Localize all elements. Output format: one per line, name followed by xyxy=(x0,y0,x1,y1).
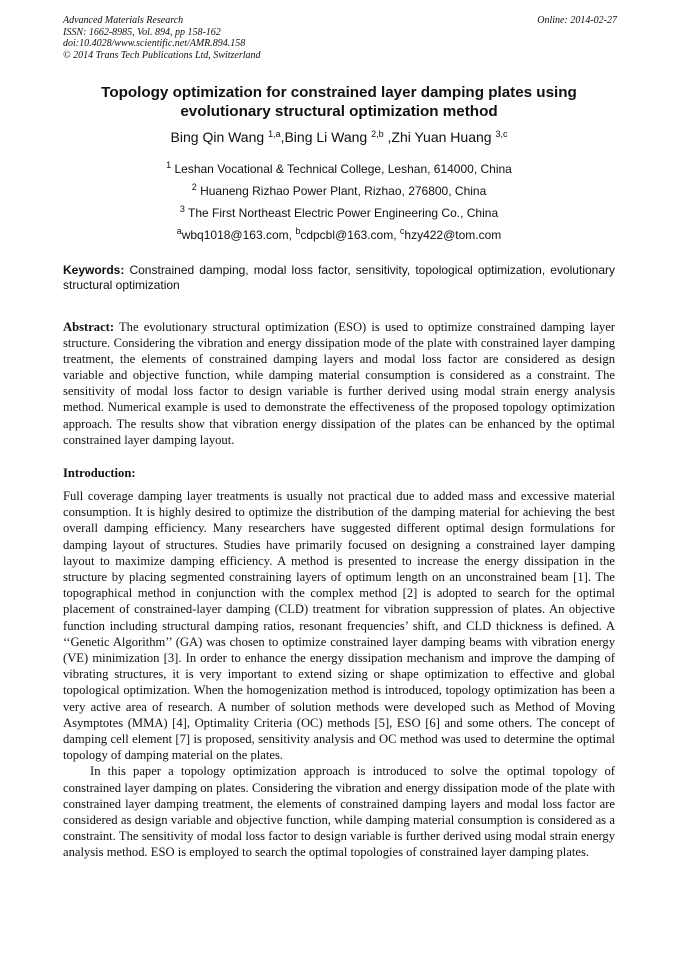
affiliation xyxy=(63,184,615,199)
online-date: Online: 2014-02-27 xyxy=(537,15,617,26)
author-name: Bing Qin Wang xyxy=(170,129,269,145)
affiliation-text: Huaneng Rizhao Power Plant, Rizhao, 276800, China xyxy=(196,184,487,198)
keywords-label: Keywords: xyxy=(63,263,125,277)
copyright-line: © 2014 Trans Tech Publications Ltd, Switzerland xyxy=(63,49,261,61)
affiliation-mark: 1 xyxy=(166,160,172,170)
abstract xyxy=(63,319,615,448)
email-address: cdpcbl@163.com, xyxy=(300,228,400,242)
email-mark: a xyxy=(176,226,182,236)
affiliation-mark: 2 xyxy=(191,182,197,192)
author-affil-mark: 1,a xyxy=(268,129,281,139)
author-name: ,Bing Li Wang xyxy=(280,129,372,145)
abstract-label: Abstract: xyxy=(63,320,115,334)
author-affil-mark: 3,c xyxy=(495,129,508,139)
doi-line: doi:10.4028/www.scientific.net/AMR.894.158 xyxy=(63,38,246,49)
title-line-2: evolutionary structural optimization method xyxy=(180,103,498,120)
paper-title xyxy=(63,83,615,121)
issn-line: ISSN: 1662-8985, Vol. 894, pp 158-162 xyxy=(63,26,221,38)
introduction-body xyxy=(63,488,615,861)
introduction-heading: Introduction: xyxy=(63,466,136,480)
journal-name: Advanced Materials Research xyxy=(63,15,184,26)
affiliation xyxy=(63,206,615,221)
email-mark: c xyxy=(399,226,405,236)
journal-header xyxy=(63,15,617,61)
affiliation-text: The First Northeast Electric Power Engineering Co., China xyxy=(184,206,499,220)
affiliation-text: Leshan Vocational & Technical College, Leshan, 614000, China xyxy=(171,162,512,176)
abstract-text: The evolutionary structural optimization (ESO) is used to optimize constrained damping layer structure. Considering the vibration and energy dissipation mode of the plate with constrained layer damping treatment, the elements of constrained damping layers and modal loss factor are considered as design variable and objective function, while damping material consumption is considered as a constraint. The sensitivity of modal loss factor to design variable is further derived using modal strain energy analysis method. Numerical example is used to demonstrate the effectiveness of the proposed topology optimization approach. The results show that vibration energy dissipation of the plates can be enhanced by the optimal constrained layer damping layout. xyxy=(63,320,615,447)
author-list xyxy=(63,129,615,146)
introduction-paragraph-2: In this paper a topology optimization approach is introduced to solve the optimal topology of constrained layer damping on plates. Considering the vibration and energy dissipation mode of the plate with constrained layer damping treatment, the elements of constrained damping layers and modal loss factor are considered as design variable and objective function, while damping material consumption is considered as a constraint. The sensitivity of modal loss factor to design variable is further derived using modal strain energy analysis method. ESO is employed to search the optimal topologies of constrained layer damping plates. xyxy=(63,764,615,860)
title-line-1: Topology optimization for constrained layer damping plates using xyxy=(101,84,577,101)
introduction-paragraph-1: Full coverage damping layer treatments is usually not practical due to added mass and excessive material consumption. It is highly desired to optimize the distribution of the damping material for achieving the best overall damping efficiency. Many researchers have suggested different optimal design formulations for damping layout of structures. Studies have primarily focused on designing a constrained layer damping layout to maximize damping efficiency. A method is presented to increase the energy dissipation in the structure by placing segmented constraining layers of optimum length on an unconstrained beam [1]. The topographical method in conjunction with the complex method [2] is adopted to search for the optimal placement of constrained-layer damping (CLD) treatment for vibration suppression of plates. An objective function including structural damping ratios, resonant frequencies’ shift, and CLD thickness is defined. A ‘‘Genetic Algorithm’’ (GA) was chosen to optimize constrained layer damping beams with vibration energy (VE) minimization [3]. In order to enhance the energy dissipation mechanism and improve the damping of vibrating structures, it is very important to extend sizing or shape optimization to effective and global topological optimization. When the homogenization method is introduced, topology optimization has been a very active area of research. A number of solution methods were developed such as Method of Moving Asymptotes (MMA) [4], Optimality Criteria (OC) methods [5], ESO [6] and some others. The concept of damping cell element [7] is proposed, sensitivity analysis and OC method was used to determine the optimal topology of damping material on the plates. xyxy=(63,489,615,763)
email-address: hzy422@tom.com xyxy=(404,228,502,242)
email-mark: b xyxy=(295,226,301,236)
email-list xyxy=(63,228,615,243)
keywords xyxy=(63,263,615,292)
author-name: ,Zhi Yuan Huang xyxy=(383,129,496,145)
affiliation xyxy=(63,162,615,177)
email-address: wbq1018@163.com, xyxy=(181,228,296,242)
keywords-text: Constrained damping, modal loss factor, sensitivity, topological optimization, evolutionary structural optimization xyxy=(63,263,615,292)
author-affil-mark: 2,b xyxy=(371,129,384,139)
affiliation-mark: 3 xyxy=(179,204,185,214)
